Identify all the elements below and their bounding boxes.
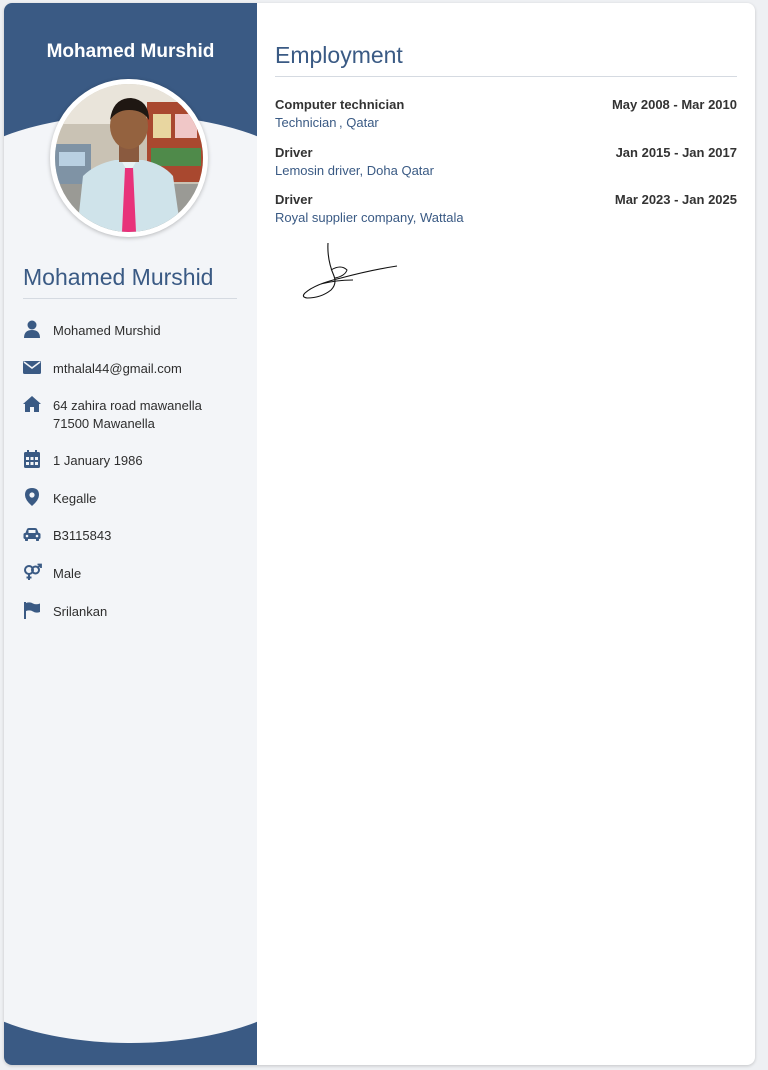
info-location-text: Kegalle — [53, 491, 97, 506]
info-address-text — [53, 397, 243, 433]
main-content — [275, 3, 737, 1065]
info-email-text: mthalal44@gmail.com — [53, 361, 182, 376]
info-item-email — [22, 357, 182, 377]
location-pin-icon — [22, 487, 42, 507]
person-icon — [22, 319, 42, 339]
job-employer: Royal supplier company, Wattala — [275, 210, 464, 225]
job-title: Driver — [275, 192, 313, 207]
car-icon — [22, 524, 42, 544]
info-license-text: B3115843 — [53, 528, 112, 543]
address-line-1: 64 zahira road mawanella — [53, 398, 202, 413]
header-name: Mohamed Murshid — [46, 41, 215, 62]
avatar — [50, 79, 208, 237]
envelope-icon — [22, 357, 42, 377]
home-icon — [22, 394, 42, 414]
job-dates: Jan 2015 - Jan 2017 — [615, 145, 737, 160]
job-title: Driver — [275, 145, 313, 160]
info-item-location — [22, 487, 97, 507]
profile-photo — [55, 84, 203, 232]
job-title: Computer technician — [275, 97, 405, 112]
job-employer: Lemosin driver, Doha Qatar — [275, 163, 434, 178]
employment-heading: Employment — [275, 42, 737, 77]
info-birthdate-text: 1 January 1986 — [53, 453, 143, 468]
info-item-license — [22, 524, 112, 544]
calendar-icon — [22, 449, 42, 469]
job-dates: Mar 2023 - Jan 2025 — [614, 192, 737, 207]
sidebar — [4, 3, 257, 1065]
info-item-address — [22, 394, 202, 431]
info-item-gender — [22, 562, 82, 582]
job-dates: May 2008 - Mar 2010 — [611, 97, 737, 112]
sidebar-name-heading: Mohamed Murshid — [23, 264, 237, 299]
gender-icon — [22, 562, 42, 582]
flag-icon — [22, 600, 42, 620]
info-nationality-text: Srilankan — [53, 604, 108, 619]
job-employer: Technician , Qatar — [275, 115, 379, 130]
info-item-birthdate — [22, 449, 143, 469]
info-item-nationality — [22, 600, 108, 620]
info-item-name — [22, 319, 161, 339]
signature — [301, 240, 401, 304]
info-gender-text: Male — [53, 566, 82, 581]
info-name-text: Mohamed Murshid — [53, 323, 161, 338]
address-line-2: 71500 Mawanella — [53, 416, 155, 431]
resume-page — [4, 3, 755, 1065]
